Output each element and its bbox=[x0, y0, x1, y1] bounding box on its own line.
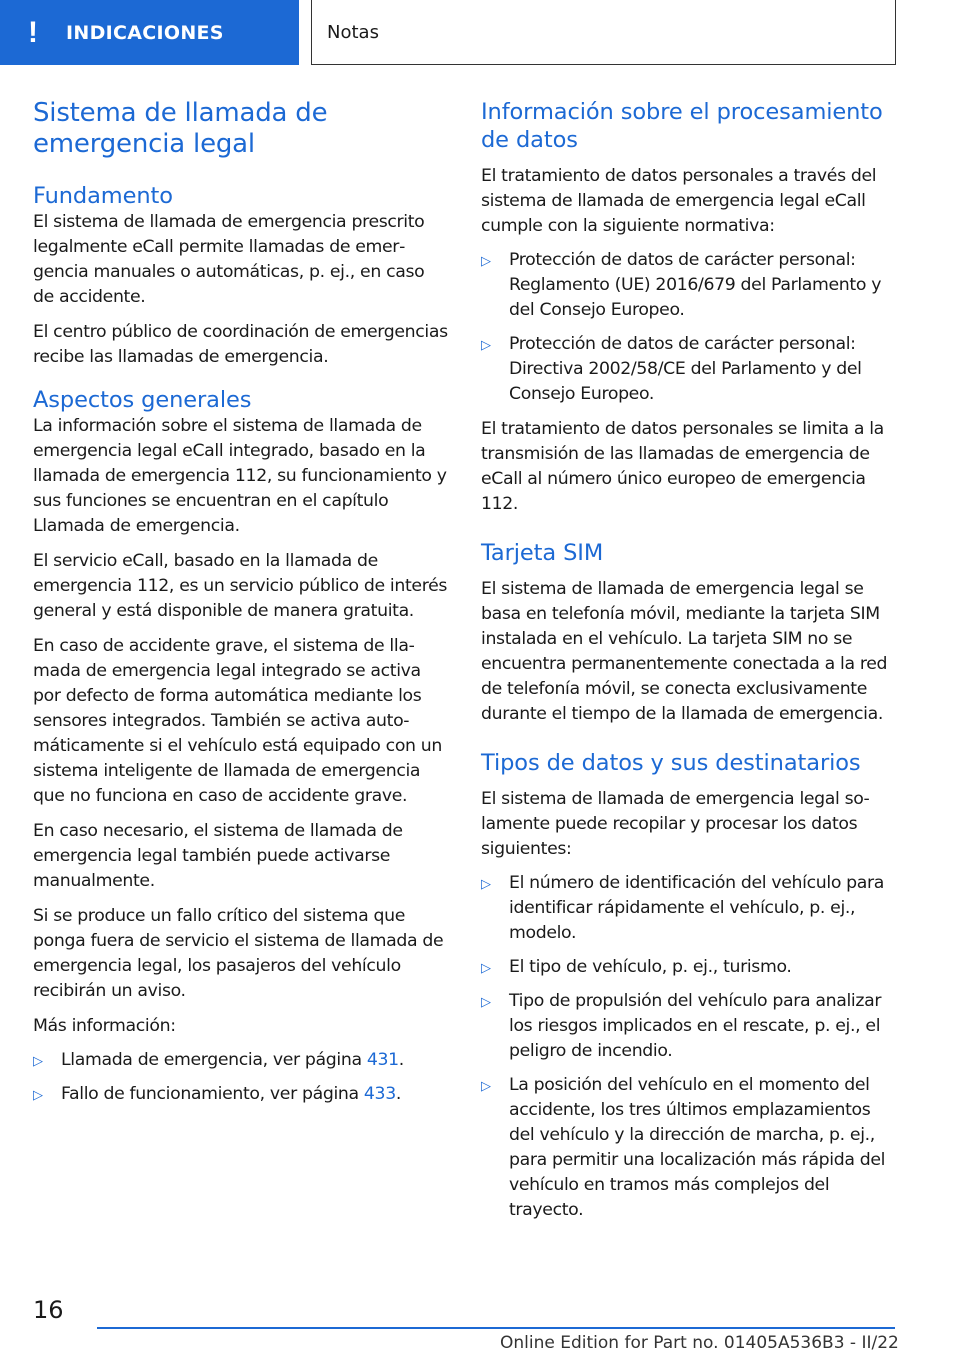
page-link[interactable]: 431 bbox=[366, 1050, 399, 1070]
right-column bbox=[481, 98, 899, 1223]
list-item: ▷ El tipo de vehículo, p. ej., turismo. bbox=[481, 955, 899, 980]
paragraph: El tratamiento de datos personales se limita a la transmisión de las llamadas de emergencia de eCall al número único europeo de emergencia 112. bbox=[481, 419, 884, 514]
bullet-triangle-icon: ▷ bbox=[481, 254, 491, 269]
left-column bbox=[33, 98, 449, 1107]
paragraph: La información sobre el sistema de llamada de emergencia legal eCall integrado, basado en la llamada de emergencia 112, su funcionamiento y sus funciones se encuentran en el capítulo Llamada de emergencia. bbox=[33, 416, 447, 536]
bullet-triangle-icon: ▷ bbox=[481, 961, 491, 976]
bullet-triangle-icon: ▷ bbox=[33, 1054, 43, 1069]
list-item: ▷ La posición del vehículo en el momento del accidente, los tres últimos emplazamientos del vehículo y la dirección de marcha, p. ej., para permitir una localización más rápida del vehículo en tramos más complejos del trayecto. bbox=[481, 1075, 886, 1220]
paragraph: Más información: bbox=[33, 1016, 176, 1036]
heading-aspectos: Aspectos generales bbox=[33, 387, 252, 413]
warning-icon: ! bbox=[28, 15, 38, 49]
list-item: ▷ El número de identificación del vehículo para identificar rápidamente el vehículo, p. ej., modelo. bbox=[481, 873, 885, 943]
list-item: ▷ Protección de datos de carácter personal: Directiva 2002/58/CE del Parlamento y del Consejo Europeo. bbox=[481, 334, 862, 404]
page-link[interactable]: 433 bbox=[363, 1084, 396, 1104]
paragraph: El centro público de coordinación de emergencias recibe las llamadas de emergencia. bbox=[33, 322, 448, 367]
paragraph: El servicio eCall, basado en la llamada de emergencia 112, es un servicio público de interés general y está disponible de manera gratuita. bbox=[33, 551, 448, 621]
heading-tipos: Tipos de datos y sus destinatarios bbox=[481, 750, 861, 776]
section-title: INDICACIONES bbox=[66, 21, 224, 44]
page-number: 16 bbox=[33, 1296, 64, 1324]
edition-info: Online Edition for Part no. 01405A536B3 - II/22 bbox=[500, 1333, 899, 1353]
list-item: ▷ Protección de datos de carácter personal: Reglamento (UE) 2016/679 del Parlamento y del Consejo Europeo. bbox=[481, 250, 882, 320]
reference-list bbox=[33, 1048, 449, 1107]
paragraph: El sistema de llamada de emergencia legal solamente puede recopilar y procesar los datos siguientes: bbox=[481, 789, 870, 859]
bullet-triangle-icon: ▷ bbox=[481, 338, 491, 353]
heading-sim: Tarjeta SIM bbox=[481, 540, 604, 566]
data-types-list bbox=[481, 871, 899, 1223]
bullet-triangle-icon: ▷ bbox=[481, 877, 491, 892]
paragraph: En caso de accidente grave, el sistema de llamada de emergencia legal integrado se activa por defecto de forma automática mediante los sensores integrados. También se activa automáticamente si el vehículo está equipado con un sistema inteligente de llamada de emergencia que no funciona en caso de accidente grave. bbox=[33, 636, 442, 806]
paragraph: Si se produce un fallo crítico del sistema que ponga fuera de servicio el sistema de llamada de emergencia legal, los pasajeros del vehículo recibirán un aviso. bbox=[33, 906, 444, 1001]
regulation-list bbox=[481, 248, 899, 407]
list-item: ▷ Fallo de funcionamiento, ver página 433. bbox=[33, 1082, 449, 1107]
subsection-title: Notas bbox=[327, 21, 379, 43]
paragraph: El tratamiento de datos personales a través del sistema de llamada de emergencia legal eCall cumple con la siguiente normativa: bbox=[481, 166, 877, 236]
bullet-triangle-icon: ▷ bbox=[481, 995, 491, 1010]
paragraph: En caso necesario, el sistema de llamada de emergencia legal también puede activarse manualmente. bbox=[33, 821, 403, 891]
subsection-box bbox=[311, 0, 896, 65]
bullet-triangle-icon: ▷ bbox=[33, 1088, 43, 1103]
section-tab bbox=[0, 0, 299, 65]
list-item: ▷ Llamada de emergencia, ver página 431. bbox=[33, 1048, 449, 1073]
heading-procesamiento: Información sobre el procesamiento de datos bbox=[481, 99, 883, 153]
heading-fundamento: Fundamento bbox=[33, 183, 173, 209]
paragraph: El sistema de llamada de emergencia legal se basa en telefonía móvil, mediante la tarjeta SIM instalada en el vehículo. La tarjeta SIM no se encuentra permanentemente conectada a la red de telefonía móvil, se conecta exclusivamente durante el tiempo de la llamada de emergencia. bbox=[481, 579, 888, 724]
paragraph: El sistema de llamada de emergencia prescrito legalmente eCall permite llamadas de emergencia manuales o automáticas, p. ej., en caso de accidente. bbox=[33, 212, 425, 307]
footer-divider bbox=[97, 1327, 895, 1329]
bullet-triangle-icon: ▷ bbox=[481, 1079, 491, 1094]
list-item: ▷ Tipo de propulsión del vehículo para analizar los riesgos implicados en el rescate, p. ej., el peligro de incendio. bbox=[481, 991, 882, 1061]
page-title: Sistema de llamada de emergencia legal bbox=[33, 98, 328, 159]
